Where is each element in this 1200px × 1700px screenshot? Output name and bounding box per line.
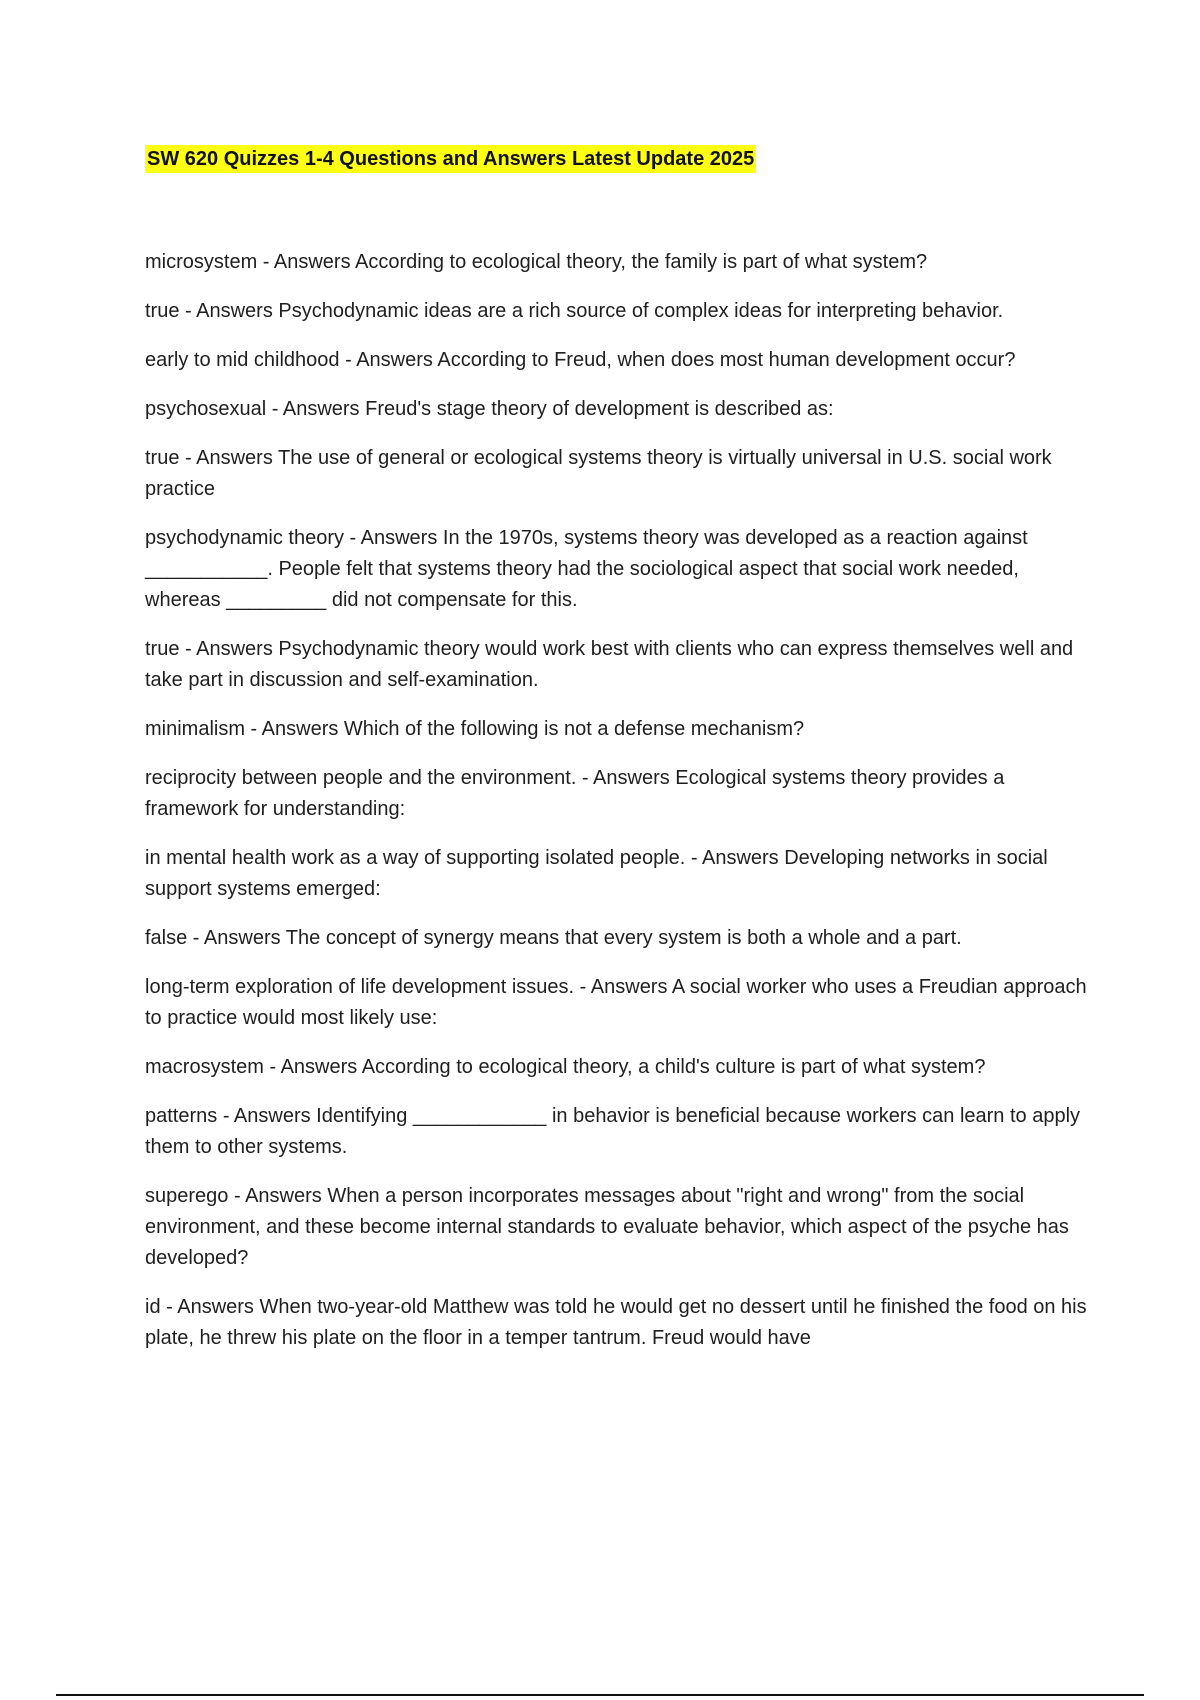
qa-item: false - Answers The concept of synergy means that every system is both a whole and a part.	[145, 927, 962, 949]
qa-item: long-term exploration of life development issues. - Answers A social worker who uses a Freudian approach to practice would most likely use:	[145, 976, 1087, 1029]
qa-item: psychodynamic theory - Answers In the 1970s, systems theory was developed as a reaction against ___________. People felt that systems theory had the sociological aspect that social work needed, whereas _________ did not compensate for this.	[145, 527, 1028, 611]
qa-item: true - Answers Psychodynamic ideas are a rich source of complex ideas for interpreting behavior.	[145, 300, 1004, 322]
document-title: SW 620 Quizzes 1-4 Questions and Answers Latest Update 2025	[145, 145, 756, 173]
qa-item: true - Answers Psychodynamic theory would work best with clients who can express themselves well and take part in discussion and self-examination.	[145, 638, 1074, 691]
qa-item: in mental health work as a way of supporting isolated people. - Answers Developing networks in social support systems emerged:	[145, 847, 1048, 900]
qa-item: early to mid childhood - Answers According to Freud, when does most human development occur?	[145, 349, 1016, 371]
qa-item: psychosexual - Answers Freud's stage theory of development is described as:	[145, 398, 834, 420]
qa-item: macrosystem - Answers According to ecological theory, a child's culture is part of what system?	[145, 1056, 986, 1078]
qa-item: minimalism - Answers Which of the following is not a defense mechanism?	[145, 718, 805, 740]
qa-item: microsystem - Answers According to ecological theory, the family is part of what system?	[145, 251, 928, 273]
qa-item: superego - Answers When a person incorporates messages about "right and wrong" from the social environment, and these become internal standards to evaluate behavior, which aspect of the psyche has developed?	[145, 1185, 1069, 1269]
title-wrapper	[145, 145, 756, 173]
qa-list	[145, 247, 1090, 1372]
footer-divider	[56, 1694, 1144, 1696]
qa-item: true - Answers The use of general or ecological systems theory is virtually universal in U.S. social work practice	[145, 447, 1052, 500]
qa-item: id - Answers When two-year-old Matthew was told he would get no dessert until he finished the food on his plate, he threw his plate on the floor in a temper tantrum. Freud would have	[145, 1296, 1087, 1349]
qa-item: patterns - Answers Identifying ____________ in behavior is beneficial because workers can learn to apply them to other systems.	[145, 1105, 1081, 1158]
qa-item: reciprocity between people and the environment. - Answers Ecological systems theory provides a framework for understanding:	[145, 767, 1005, 820]
